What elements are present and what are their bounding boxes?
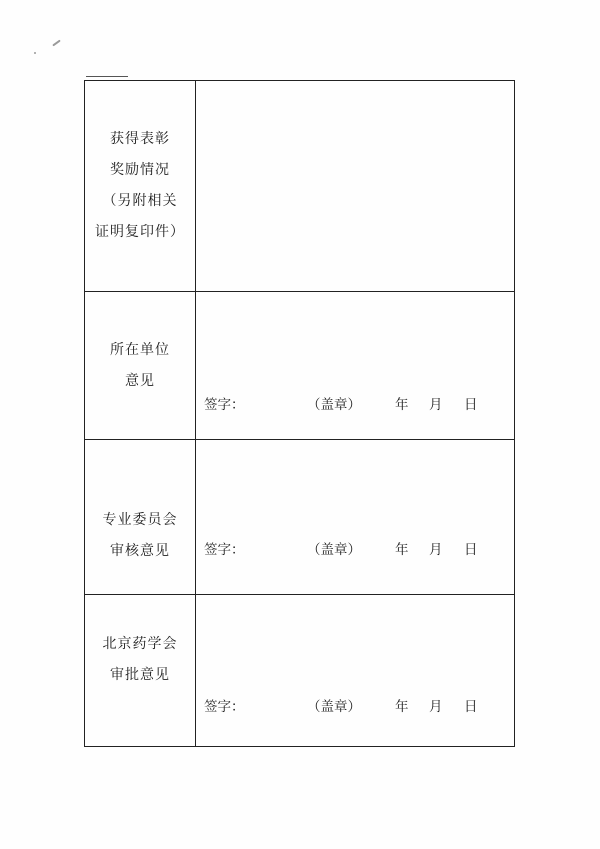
association-approval-label-line-2: 审批意见: [110, 667, 170, 683]
committee-review-label-cell: [85, 440, 196, 595]
sign-label: 签字：: [204, 542, 245, 558]
unit-opinion-label-cell: [85, 292, 196, 440]
month-label: 月: [429, 397, 443, 413]
sign-label: 签字：: [204, 699, 245, 715]
day-label: 日: [464, 699, 478, 715]
signature-row: [196, 695, 514, 713]
awards-label-line-2: 奖励情况: [110, 162, 170, 178]
table-row: [85, 292, 515, 440]
seal-label: （盖章）: [307, 699, 361, 715]
year-label: 年: [395, 699, 409, 715]
association-approval-label-line-1: 北京药学会: [102, 636, 178, 652]
awards-value-cell[interactable]: [196, 81, 515, 292]
table-row: [85, 440, 515, 595]
committee-review-value-cell[interactable]: [196, 440, 515, 595]
association-approval-value-cell[interactable]: [196, 595, 515, 747]
signature-row: [196, 393, 514, 411]
sign-label: 签字：: [204, 397, 245, 413]
association-approval-label-cell: [85, 595, 196, 747]
approval-form-table: [84, 80, 515, 747]
month-label: 月: [429, 542, 443, 558]
year-label: 年: [395, 542, 409, 558]
awards-label-line-3: （另附相关: [102, 193, 178, 209]
unit-opinion-label-line-1: 所在单位: [110, 341, 170, 358]
awards-label-line-1: 获得表彰: [110, 131, 170, 147]
signature-row: [196, 538, 514, 556]
day-label: 日: [464, 542, 478, 558]
awards-label-cell: [85, 81, 196, 292]
day-label: 日: [464, 397, 478, 413]
unit-opinion-value-cell[interactable]: [196, 292, 515, 440]
year-label: 年: [395, 397, 409, 413]
unit-opinion-label-line-2: 意见: [125, 372, 155, 389]
table-row: [85, 81, 515, 292]
scan-artifact-dot: [34, 52, 36, 54]
awards-label-line-4: 证明复印件）: [95, 224, 185, 240]
seal-label: （盖章）: [307, 397, 361, 413]
committee-review-label-line-1: 专业委员会: [102, 512, 178, 528]
top-rule-line: [86, 76, 128, 77]
scan-artifact-mark: [52, 40, 61, 47]
month-label: 月: [429, 699, 443, 715]
seal-label: （盖章）: [307, 542, 361, 558]
committee-review-label-line-2: 审核意见: [110, 543, 170, 559]
table-row: [85, 595, 515, 747]
